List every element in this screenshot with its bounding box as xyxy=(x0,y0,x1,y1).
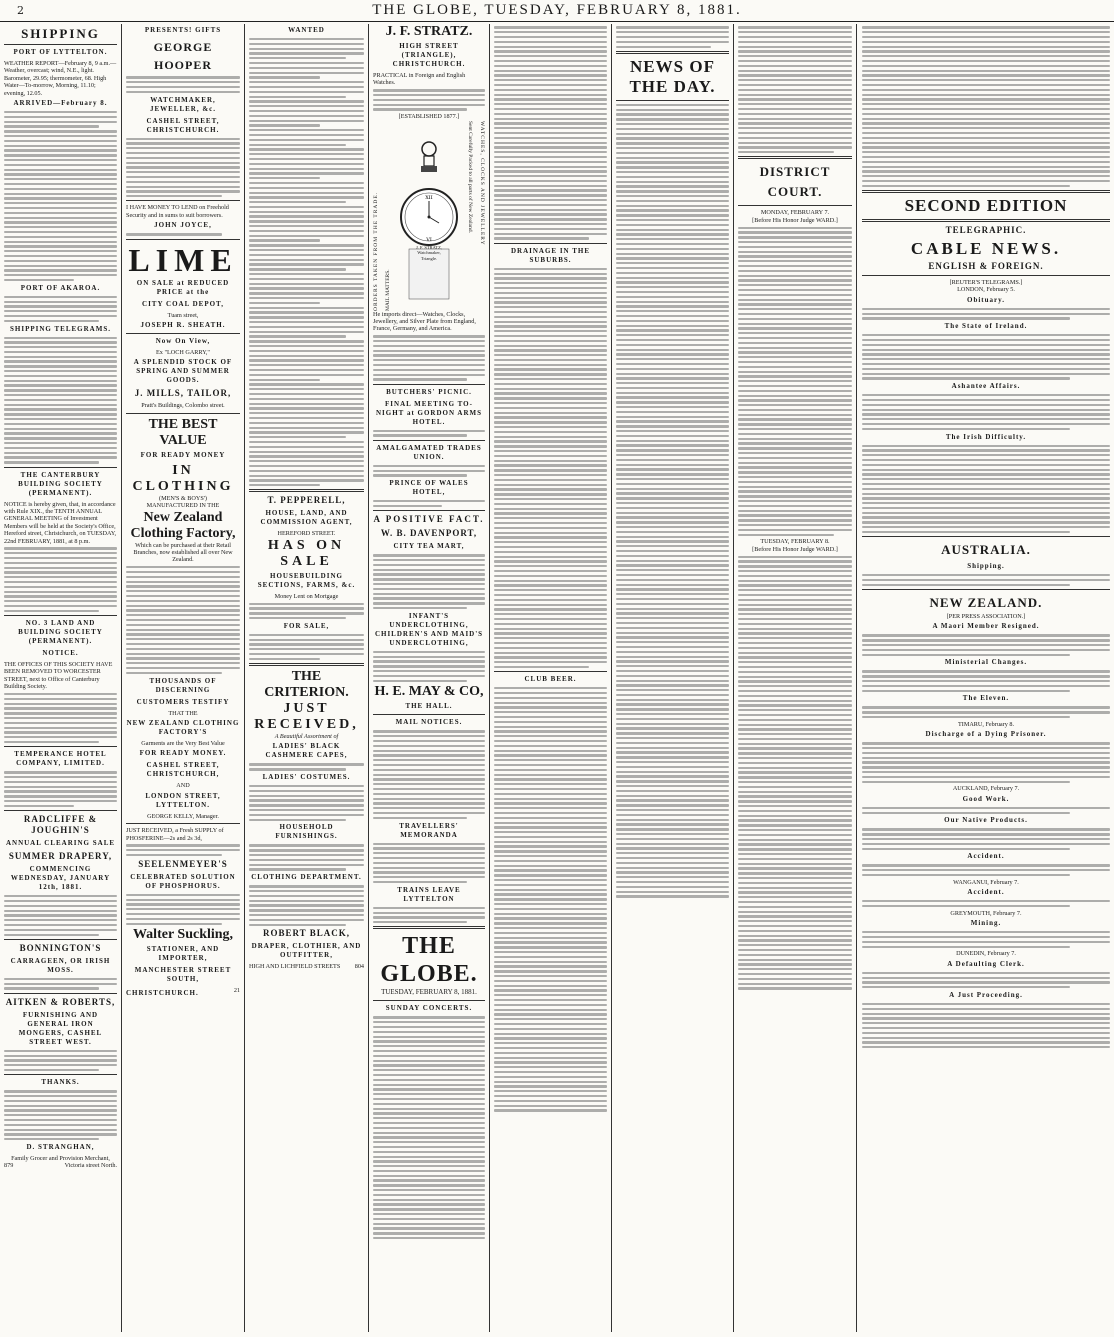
has-on-sale: HAS ON SALE xyxy=(267,537,346,569)
assortment-text: A Beautiful Assortment of xyxy=(274,733,339,741)
accident-2: Accident. xyxy=(967,888,1005,897)
masthead xyxy=(0,0,1114,22)
obituary-heading: Obituary. xyxy=(967,295,1005,304)
customers-testify: CUSTOMERS TESTIFY xyxy=(136,697,230,706)
shipping-heading: SHIPPING xyxy=(21,26,100,41)
vertical-text-left: ORDERS TAKEN FROM THE TRADE. xyxy=(373,191,379,311)
auckland-date: AUCKLAND, February 7. xyxy=(952,785,1020,793)
cable-news: CABLE NEWS. xyxy=(910,238,1062,258)
joyce-name: JOHN JOYCE, xyxy=(154,221,212,230)
bonnington-heading: BONNINGTON'S xyxy=(19,942,102,953)
english-foreign: ENGLISH & FOREIGN. xyxy=(928,260,1044,271)
pepperell-name: T. PEPPERELL, xyxy=(267,495,346,506)
greymouth-date: GREYMOUTH, February 7. xyxy=(950,909,1022,917)
annual-sale-heading: ANNUAL CLEARING SALE xyxy=(5,839,116,848)
travellers-memoranda: TRAVELLERS' MEMORANDA xyxy=(399,821,459,839)
loch-garry: Ex "LOCH GARRY," xyxy=(156,348,210,356)
mail-notices: MAIL NOTICES. xyxy=(395,718,463,727)
lime-heading: LIME xyxy=(128,241,238,278)
shipping-text xyxy=(4,111,117,281)
telegraphic: TELEGRAPHIC. xyxy=(945,224,1027,235)
wanted-heading: WANTED xyxy=(288,26,325,34)
wanganui-date: WANGANUI, February 7. xyxy=(953,878,1019,886)
district-court: DISTRICT COURT. xyxy=(759,164,831,200)
newspaper-title: THE GLOBE, TUESDAY, FEBRUARY 8, 1881. xyxy=(372,2,742,18)
column-1 xyxy=(0,24,121,1332)
infants-underclothing: INFANT'S UNDERCLOTHING, CHILDREN'S AND MAID'S UNDERCLOTHING, xyxy=(374,611,484,647)
new-zealand-heading-2: NEW ZEALAND. xyxy=(929,595,1043,611)
shipping-subheading: Shipping. xyxy=(967,562,1005,571)
garments-best: Garments are the Very Best Value xyxy=(141,739,225,747)
household-furnishings: HOUSEHOLD FURNISHINGS. xyxy=(275,823,338,841)
housebuilding: HOUSEBUILDING SECTIONS, FARMS, &c. xyxy=(257,571,356,589)
vertical-text-left-2: MAIL MATTERS. xyxy=(385,268,391,311)
stranghan-name: D. STRANGHAN, xyxy=(26,1142,95,1151)
lime-sub: ON SALE at REDUCED PRICE at the xyxy=(136,278,230,296)
ashantee-affairs: Ashantee Affairs. xyxy=(951,382,1021,391)
in-clothing: IN CLOTHING xyxy=(132,462,234,494)
stranghan-sub: Family Grocer and Provision Merchant, xyxy=(11,1154,110,1162)
before-judge-2: [Before His Honor Judge WARD.] xyxy=(752,545,838,553)
mining: Mining. xyxy=(970,919,1002,928)
walter-suckling: Walter Suckling, xyxy=(132,927,234,943)
butchers-picnic: BUTCHERS' PICNIC. xyxy=(386,387,472,396)
commencing-text: COMMENCING WEDNESDAY, JANUARY 12th, 1881. xyxy=(10,865,111,892)
phosferine-text: JUST RECEIVED, a Fresh SUPPLY of PHOSFERINE—2s and 2s 3d, xyxy=(126,827,224,842)
stratz-heading: J. F. STRATZ. xyxy=(385,24,473,39)
reuters-telegrams: [REUTER'S TELEGRAMS.] xyxy=(949,278,1023,286)
nz-factory: NEW ZEALAND CLOTHING FACTORY'S xyxy=(126,718,240,736)
drainage-heading: DRAINAGE IN THE SUBURBS. xyxy=(510,246,591,264)
pocket-watch-icon xyxy=(399,137,459,307)
mens-boys: (MEN'S & BOYS') xyxy=(159,494,207,502)
phosphorus-heading: CELEBRATED SOLUTION OF PHOSPHORUS. xyxy=(130,872,236,890)
column-3 xyxy=(245,24,368,1332)
port-akaroa-heading: PORT OF AKAROA. xyxy=(20,283,101,292)
just-proceeding: A Just Proceeding. xyxy=(949,990,1023,999)
pepperell-sub: HOUSE, LAND, AND COMMISSION AGENT, xyxy=(260,509,353,527)
port-heading: PORT OF LYTTELTON. xyxy=(13,48,108,56)
now-on-view: Now On View, xyxy=(155,336,211,345)
monday-date: MONDAY, FEBRUARY 7. xyxy=(760,209,830,217)
hooper-name: GEORGE HOOPER xyxy=(153,40,213,72)
city-tea-mart: CITY TEA MART, xyxy=(393,542,465,551)
positive-fact: A POSITIVE FACT. xyxy=(373,514,485,525)
summer-drapery-heading: SUMMER DRAPERY, xyxy=(8,851,113,862)
splendid-stock: A SPLENDID STOCK OF SPRING AND SUMMER GOODS. xyxy=(133,358,233,385)
practical-text: PRACTICAL in Foreign and English Watches. xyxy=(373,72,466,87)
money-lent: Money Lent on Mortgage xyxy=(274,592,339,600)
davenport: W. B. DAVENPORT, xyxy=(380,528,478,539)
before-judge: [Before His Honor Judge WARD.] xyxy=(752,216,838,224)
for-ready-money: FOR READY MONEY xyxy=(140,450,226,459)
accident-1: Accident. xyxy=(967,852,1005,861)
for-money: FOR READY MONEY. xyxy=(139,749,227,758)
established: [ESTABLISHED 1877.] xyxy=(398,113,460,121)
hooper-sub: WATCHMAKER, JEWELLER, &c. xyxy=(149,95,217,113)
london-street: LONDON STREET, LYTTELTON. xyxy=(145,791,221,809)
he-imports-text: He imports direct—Watches, Clocks, Jewellery, and Silver Plate from England, France, Germany, and America. xyxy=(373,310,476,333)
vertical-text-right: WATCHES, CLOCKS AND JEWELLERY xyxy=(479,120,485,246)
seelenmeyer-heading: SEELENMEYER'S xyxy=(138,858,228,869)
tuesday-date: TUESDAY, FEBRUARY 8. xyxy=(760,538,830,546)
club-beer-heading: CLUB BEER. xyxy=(524,675,577,684)
hooper-address: CASHEL STREET, CHRISTCHURCH. xyxy=(146,116,220,134)
column-4 xyxy=(369,24,489,1332)
clothing-factory-heading: Clothing Factory, xyxy=(130,525,236,541)
just-received: JUST RECEIVED, xyxy=(254,701,359,733)
no3-society-heading: NO. 3 LAND AND BUILDING SOCIETY (PERMANENT). xyxy=(18,619,103,645)
aitken-heading: AITKEN & ROBERTS, xyxy=(5,996,116,1007)
footer-number: 879 xyxy=(4,1162,14,1170)
second-edition: SECOND EDITION xyxy=(904,195,1068,215)
thousands-discerning: THOUSANDS OF DISCERNING xyxy=(149,676,217,694)
weather-report: WEATHER REPORT—February 8, 9 a.m.—Weather, overcast; wind, N.E., light. Barometer, 29.95; thermometer, 68. High Water—To-morrow, Morning, 11.10; evening, 12.05. xyxy=(4,60,117,97)
maori-member: A Maori Member Resigned. xyxy=(932,622,1040,631)
native-products: Our Native Products. xyxy=(944,816,1028,825)
ladies-costumes: LADIES' COSTUMES. xyxy=(262,773,351,782)
purchased-text: Which can be purchased at their Retail Branches, now established all over New Zealand. xyxy=(133,541,233,564)
carrageen-heading: CARRAGEEN, OR IRISH MOSS. xyxy=(10,956,111,974)
criterion-heading: THE CRITERION. xyxy=(264,669,349,701)
presents-heading: PRESENTS! GIFTS xyxy=(144,26,222,34)
shipping-telegrams-heading: SHIPPING TELEGRAMS. xyxy=(10,324,111,333)
amalgamated-trades: AMALGAMATED TRADES UNION. xyxy=(376,443,482,461)
press-association: [PER PRESS ASSOCIATION.] xyxy=(946,613,1026,621)
state-of-ireland: The State of Ireland. xyxy=(944,322,1028,331)
column-8 xyxy=(857,24,1114,1332)
draper-clothier: DRAPER, CLOTHIER, AND OUTFITTER, xyxy=(251,942,362,960)
svg-text:VI: VI xyxy=(426,236,432,243)
temperance-heading: TEMPERANCE HOTEL COMPANY, LIMITED. xyxy=(14,750,107,768)
thanks-heading: THANKS. xyxy=(41,1078,80,1087)
that-the: THAT THE xyxy=(168,709,198,717)
mills-sub: Pratt's Buildings, Colombo street. xyxy=(141,402,225,410)
ministerial-changes: Ministerial Changes. xyxy=(944,658,1028,667)
watch-illustration-block xyxy=(373,121,485,311)
best-value: THE BEST VALUE xyxy=(148,416,218,448)
london-date: LONDON, February 5. xyxy=(957,286,1015,294)
column-2 xyxy=(122,24,244,1332)
notice-heading: NOTICE. xyxy=(42,649,79,657)
arrived-heading: ARRIVED—February 8. xyxy=(13,99,108,108)
australia-heading: AUSTRALIA. xyxy=(941,542,1031,558)
globe-date: TUESDAY, FEBRUARY 8, 1881. xyxy=(381,988,477,997)
page-number: 2 xyxy=(17,4,24,17)
vertical-text-right-2: Sent Carefully Packed to all parts of New Zealand. xyxy=(467,120,473,233)
for-sale: FOR SALE, xyxy=(283,621,330,630)
footer-address: Victoria street North. xyxy=(64,1162,117,1170)
column-6 xyxy=(612,24,733,1332)
column-5 xyxy=(490,24,611,1332)
manufactured-in: MANUFACTURED IN THE xyxy=(146,502,220,510)
high-lichfield: HIGH AND LICHFIELD STREETS xyxy=(249,963,341,971)
mills-name: J. MILLS, TAILOR, xyxy=(134,388,232,399)
the-hall: THE HALL. xyxy=(405,702,453,711)
defaulting-clerk: A Defaulting Clerk. xyxy=(947,959,1025,968)
building-society-heading: THE CANTERBURY BUILDING SOCIETY (PERMANENT). xyxy=(18,470,103,497)
manchester-street: MANCHESTER STREET SOUTH, xyxy=(134,966,232,984)
watch-face-text: J. F. STRATZ, Watchmaker, Triangle. xyxy=(415,244,443,261)
the-globe-heading: THE GLOBE. xyxy=(380,933,478,988)
footer-number-2: 21 xyxy=(233,987,240,995)
sunday-concerts: SUNDAY CONCERTS. xyxy=(385,1004,473,1013)
new-zealand-heading: New Zealand xyxy=(143,509,223,525)
kelly-manager: GEORGE KELLY, Manager. xyxy=(147,812,219,820)
money-to-lend: I HAVE MONEY TO LEND on Freehold Security and in sums to suit borrowers. xyxy=(126,204,229,219)
footer-number-3: 804 xyxy=(354,963,364,971)
and-text: AND xyxy=(176,782,190,790)
building-society-notice: NOTICE is hereby given, that, in accordance with Rule XIX., the TENTH ANNUAL GENERAL MEETING of Investment Members will be held at the Society's Office, Hereford street, Christchurch, on TUESDAY, 22nd FEBRUARY, 1881, at 8 p.m. xyxy=(4,500,117,545)
irish-difficulty: The Irish Difficulty. xyxy=(945,432,1027,441)
news-of-the-day: NEWS OF THE DAY. xyxy=(629,56,716,96)
aitken-sub: FURNISHING AND GENERAL IRON MONGERS, CASHEL STREET WEST. xyxy=(18,1010,103,1046)
clothing-department: CLOTHING DEPARTMENT. xyxy=(251,873,362,882)
prince-of-wales: PRINCE OF WALES HOTEL, xyxy=(389,479,469,497)
office-removed-text: THE OFFICES OF THIS SOCIETY HAVE BEEN REMOVED TO WORCESTER STREET, next to Office of Canterbury Building Society. xyxy=(4,661,113,691)
he-may-co: H. E. MAY & CO, xyxy=(374,684,484,700)
city-coal-depot: CITY COAL DEPOT, xyxy=(142,299,224,308)
radcliffe-heading: RADCLIFFE & JOUGHIN'S xyxy=(23,814,98,836)
dunedin-date: DUNEDIN, February 7. xyxy=(956,950,1016,958)
trains-leave: TRAINS LEAVE LYTTELTON xyxy=(397,885,461,903)
hereford-street: HEREFORD STREET. xyxy=(277,530,336,538)
timaru-date: TIMARU, February 8. xyxy=(957,720,1015,728)
dying-prisoner: Discharge of a Dying Prisoner. xyxy=(925,730,1047,739)
christchurch: CHRISTCHURCH. xyxy=(126,989,199,998)
cashmere-capes: LADIES' BLACK CASHMERE CAPES, xyxy=(265,742,348,760)
svg-text:XII: XII xyxy=(425,194,433,201)
sheath-name: JOSEPH R. SHEATH. xyxy=(140,320,226,329)
column-7 xyxy=(734,24,856,1332)
stationer-text: STATIONER, AND IMPORTER, xyxy=(146,945,220,963)
tuam-street: Tuam street, xyxy=(167,311,199,319)
cashel-street: CASHEL STREET, CHRISTCHURCH, xyxy=(146,761,220,779)
good-work: Good Work. xyxy=(962,794,1010,803)
robert-black: ROBERT BLACK, xyxy=(262,928,351,939)
the-eleven: The Eleven. xyxy=(962,694,1010,703)
final-meeting: FINAL MEETING TO-NIGHT at GORDON ARMS HOTEL. xyxy=(375,399,483,426)
stratz-address: HIGH STREET (TRIANGLE), CHRISTCHURCH. xyxy=(392,42,466,68)
